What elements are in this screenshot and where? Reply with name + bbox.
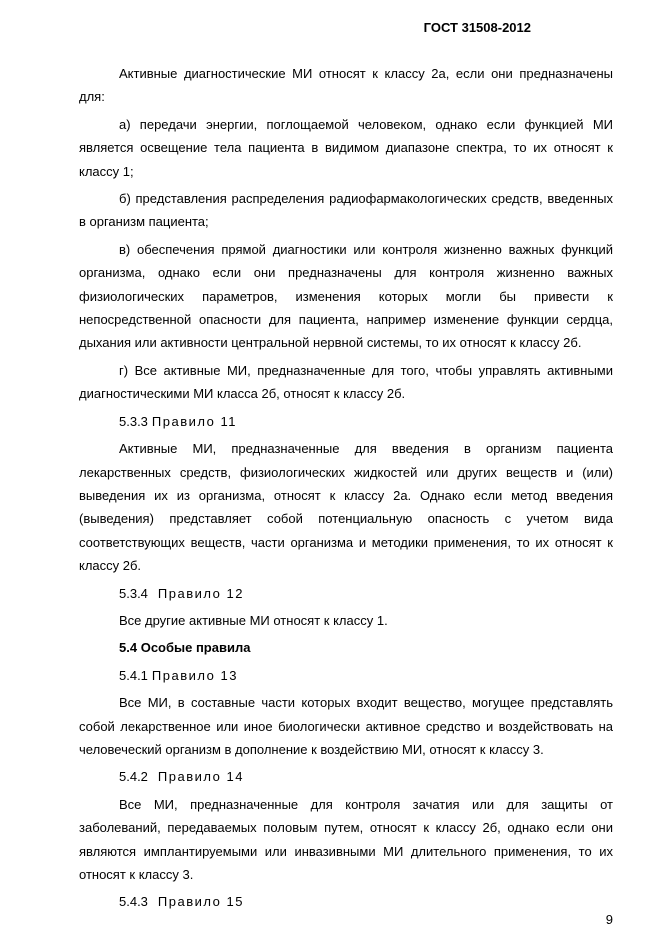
rule-number: 5.4.2 xyxy=(119,769,148,785)
rule-heading-13 xyxy=(79,664,613,687)
rule-label: Правило 12 xyxy=(157,585,244,601)
rule-label: Правило 15 xyxy=(157,894,244,910)
rule-heading-12 xyxy=(79,582,613,605)
document-header: ГОСТ 31508-2012 xyxy=(423,20,531,35)
list-item-d: г) Все активные МИ, предназначенные для того, чтобы управлять активными диагностическими МИ класса 2б, относят к классу 2б. xyxy=(79,362,613,402)
paragraph: Все МИ, предназначенные для контроля зачатия или для защиты от заболеваний, передаваемых половым путем, относят к классу 2б, однако если они являются имплантируемыми или инвазивными МИ длительного применения, то их относят к классу 3. xyxy=(79,796,613,882)
section-title: Особые правила xyxy=(140,640,251,656)
rule-number: 5.3.4 xyxy=(119,585,148,601)
rule-label: Правило 11 xyxy=(151,413,237,429)
rule-heading-11 xyxy=(79,410,613,433)
paragraph: Активные МИ, предназначенные для введения в организм пациента лекарственных средств, физиологических жидкостей или других веществ и (или) выведения их из организма, относят к классу 2а. Однако если метод введения (выведения) представляет собой потенциальную опасность с учетом вида соответствующих веществ, части организма и методики применения, то их относят к классу 2б. xyxy=(79,441,613,574)
rule-label: Правило 13 xyxy=(151,667,238,683)
rule-label: Правило 14 xyxy=(157,769,244,785)
rule-number: 5.4.1 xyxy=(119,667,148,683)
page-number: 9 xyxy=(605,912,613,927)
rule-heading-14 xyxy=(79,765,613,788)
rule-number: 5.4.3 xyxy=(119,894,148,910)
page-body xyxy=(79,62,613,914)
paragraph: Активные диагностические МИ относят к классу 2а, если они предназначены для: xyxy=(79,66,613,105)
section-number: 5.4 xyxy=(119,640,138,656)
list-item-c: в) обеспечения прямой диагностики или контроля жизненно важных функций организма, однако если они предназначены для контроля жизненно важных физиологических параметров, изменения которых могли бы привести к непосредственной опасности для пациента, например изменение функции сердца, дыхания или активности центральной нервной системы, то их относят к классу 2б. xyxy=(79,241,613,351)
paragraph: Все другие активные МИ относят к классу 1. xyxy=(119,612,388,628)
list-item-b: б) представления распределения радиофармакологических средств, введенных в организм пациента; xyxy=(79,191,613,230)
rule-heading-15 xyxy=(79,890,613,913)
paragraph: Все МИ, в составные части которых входит вещество, могущее представлять собой лекарственное или иное биологически активное средство и воздействовать на человеческий организм в дополнение к воздействию МИ, относят к классу 3. xyxy=(79,695,613,757)
list-item-a: а) передачи энергии, поглощаемой человеком, однако если функцией МИ является освещение тела пациента в видимом диапазоне спектра, то их относят к классу 1; xyxy=(79,116,613,179)
section-heading xyxy=(79,636,613,659)
rule-number: 5.3.3 xyxy=(119,413,148,429)
